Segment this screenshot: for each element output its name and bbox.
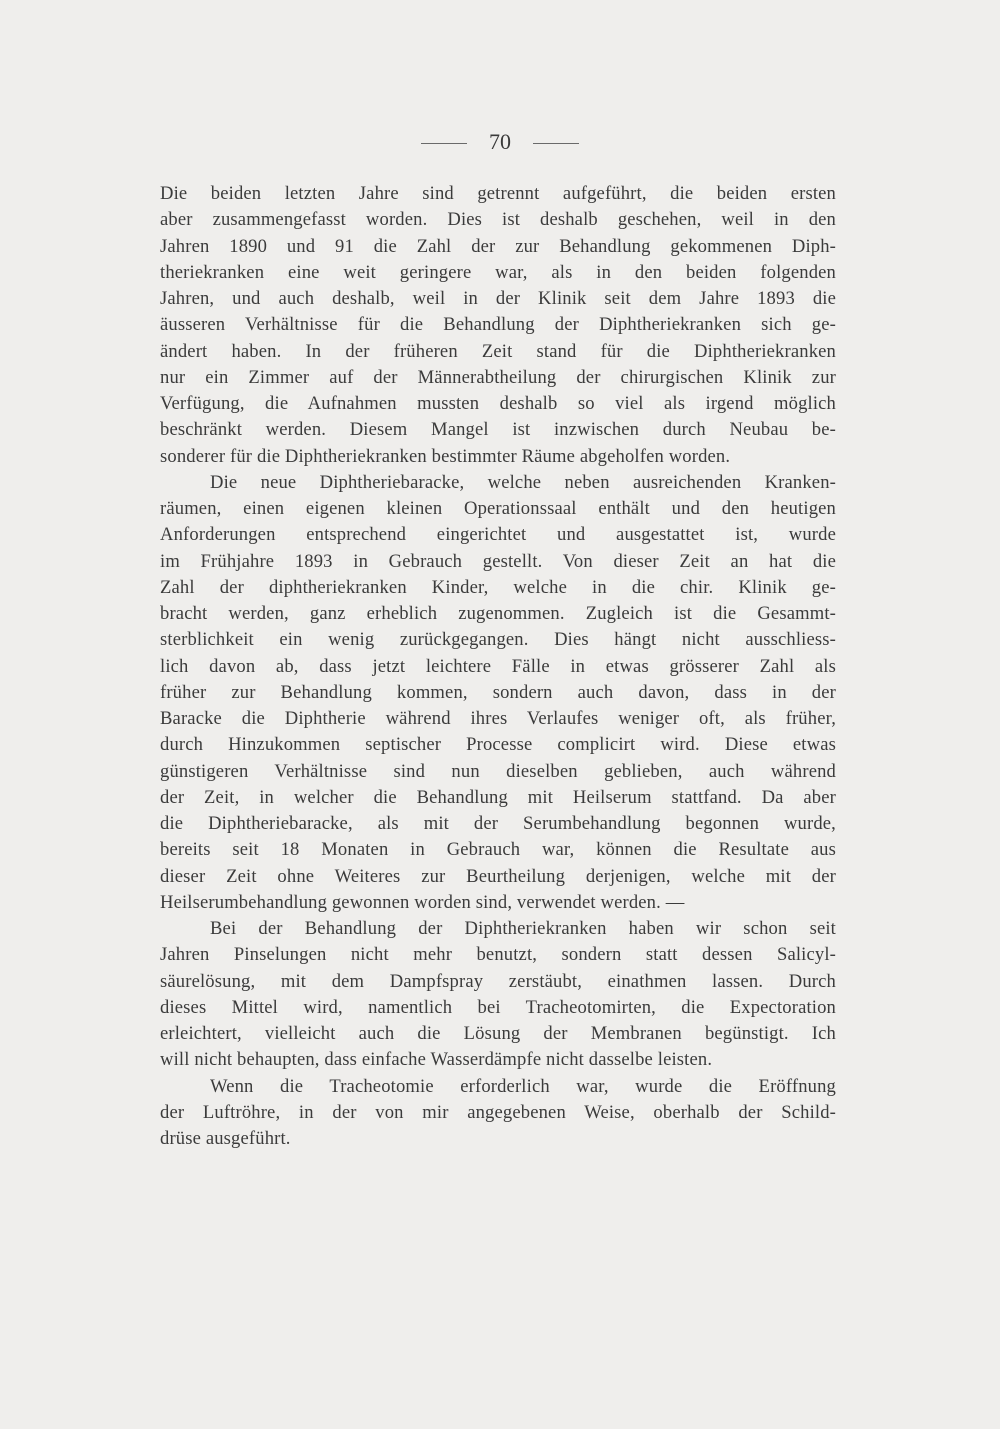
text-line: beschränkt werden. Diesem Mangel ist inzwischen durch Neubau be- — [160, 419, 836, 441]
text-line: durch Hinzukommen septischer Processe complicirt wird. Diese etwas — [160, 734, 836, 756]
text-line: Jahren 1890 und 91 die Zahl der zur Behandlung gekommenen Diph- — [160, 235, 836, 257]
text-line: drüse ausgeführt. — [160, 1128, 291, 1149]
text-line: günstigeren Verhältnisse sind nun dieselben geblieben, auch während — [160, 760, 836, 782]
text-line: ändert haben. In der früheren Zeit stand für die Diphtheriekranken — [160, 340, 836, 362]
body-text — [160, 181, 836, 1152]
text-line: dieser Zeit ohne Weiteres zur Beurtheilung derjenigen, welche mit der — [160, 865, 836, 887]
text-line: nur ein Zimmer auf der Männerabtheilung der chirurgischen Klinik zur — [160, 366, 836, 388]
text-line: räumen, einen eigenen kleinen Operationssaal enthält und den heutigen — [160, 498, 836, 519]
text-line: die Diphtheriebaracke, als mit der Serumbehandlung begonnen wurde, — [160, 813, 836, 834]
text-line: Bei der Behandlung der Diphtheriekranken haben wir schon seit — [210, 918, 836, 939]
text-line: im Frühjahre 1893 in Gebrauch gestellt. Von dieser Zeit an hat die — [160, 550, 836, 572]
text-line: äusseren Verhältnisse für die Behandlung der Diphtheriekranken sich ge- — [160, 314, 836, 336]
text-line: Heilserumbehandlung gewonnen worden sind, verwendet werden. — — [160, 891, 685, 913]
text-line: der Zeit, in welcher die Behandlung mit Heilserum stattfand. Da aber — [160, 786, 836, 808]
text-line: erleichtert, vielleicht auch die Lösung der Membranen begünstigt. Ich — [160, 1023, 836, 1044]
text-line: aber zusammengefasst worden. Dies ist deshalb geschehen, weil in den — [160, 209, 836, 231]
text-line: theriekranken eine weit geringere war, als in den beiden folgenden — [160, 261, 836, 283]
text-line: Anforderungen entsprechend eingerichtet und ausgestattet ist, wurde — [160, 524, 836, 546]
text-line: bereits seit 18 Monaten in Gebrauch war, können die Resultate aus — [160, 839, 836, 861]
paragraph — [160, 181, 836, 470]
text-line: will nicht behaupten, dass einfache Wasserdämpfe nicht dasselbe leisten. — [160, 1049, 713, 1071]
text-line: Jahren Pinselungen nicht mehr benutzt, sondern statt dessen Salicyl- — [160, 944, 836, 966]
paragraph — [160, 470, 836, 916]
text-line: sonderer für die Diphtheriekranken bestimmter Räume abgeholfen worden. — [160, 445, 731, 467]
text-line: Die beiden letzten Jahre sind getrennt aufgeführt, die beiden ersten — [160, 183, 836, 204]
header-rule-left — [421, 143, 467, 144]
text-line: bracht werden, ganz erheblich zugenommen. Zugleich ist die Gesammt- — [160, 603, 836, 624]
text-line: Jahren, und auch deshalb, weil in der Klinik seit dem Jahre 1893 die — [160, 288, 836, 309]
text-line: dieses Mittel wird, namentlich bei Tracheotomirten, die Expectoration — [160, 996, 836, 1018]
page-number: 70 — [489, 129, 511, 154]
paragraph — [160, 1074, 836, 1153]
text-line: der Luftröhre, in der von mir angegebenen Weise, oberhalb der Schild- — [160, 1101, 836, 1123]
text-line: Baracke die Diphtherie während ihres Verlaufes weniger oft, als früher, — [160, 708, 836, 729]
text-line: Verfügung, die Aufnahmen mussten deshalb so viel als irgend möglich — [160, 393, 836, 414]
text-line: früher zur Behandlung kommen, sondern auch davon, dass in der — [160, 681, 836, 703]
header-rule-right — [533, 143, 579, 144]
text-line: Zahl der diphtheriekranken Kinder, welche in die chir. Klinik ge- — [160, 576, 836, 598]
text-line: Wenn die Tracheotomie erforderlich war, wurde die Eröffnung — [210, 1075, 836, 1097]
text-line: säurelösung, mit dem Dampfspray zerstäubt, einathmen lassen. Durch — [160, 970, 836, 992]
text-line: Die neue Diphtheriebaracke, welche neben ausreichenden Kranken- — [210, 471, 836, 493]
page-header — [0, 128, 1000, 156]
text-line: lich davon ab, dass jetzt leichtere Fälle in etwas grösserer Zahl als — [160, 655, 836, 677]
paragraph — [160, 916, 836, 1074]
text-line: sterblichkeit ein wenig zurückgegangen. Dies hängt nicht ausschliess- — [160, 629, 836, 651]
